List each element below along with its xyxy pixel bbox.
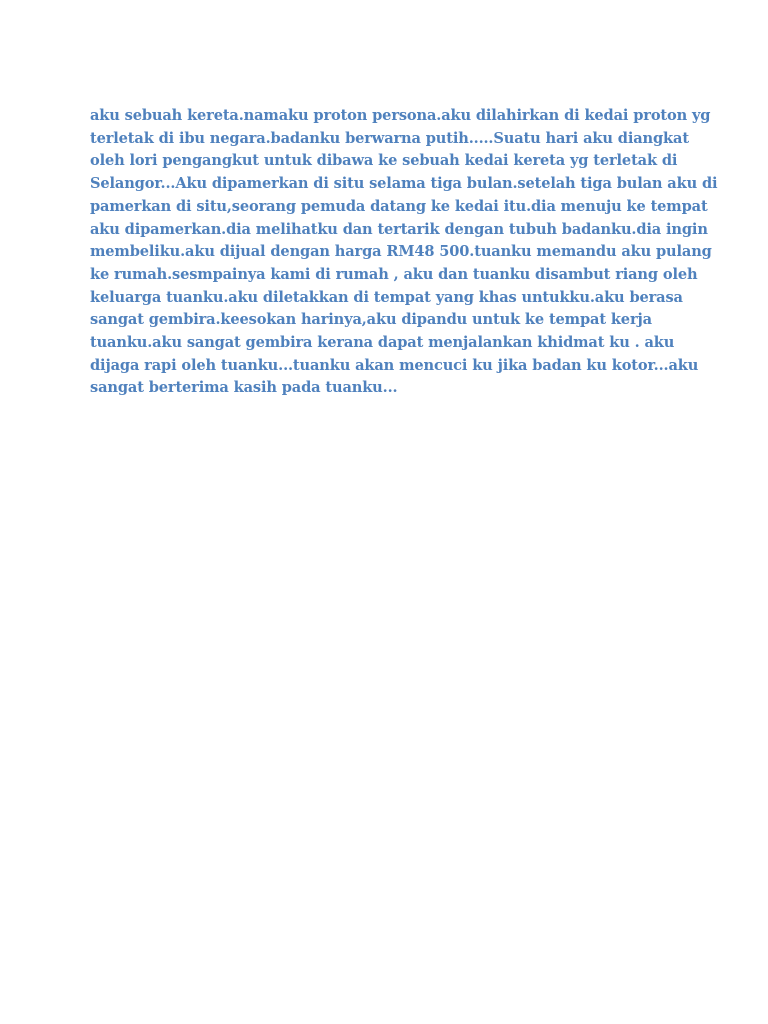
text-line-10: sangat gembira.keesokan harinya,aku dipandu untuk ke tempat kerja (90, 311, 652, 329)
story-paragraph (90, 105, 718, 400)
text-line-12: dijaga rapi oleh tuanku...tuanku akan mencuci ku jika badan ku kotor...aku (90, 356, 699, 374)
text-line-3: oleh lori pengangkut untuk dibawa ke sebuah kedai kereta yg terletak di (90, 152, 678, 170)
text-line-8: ke rumah.sesmpainya kami di rumah , aku dan tuanku disambut riang oleh (90, 265, 698, 283)
text-line-6: aku dipamerkan.dia melihatku dan tertarik dengan tubuh badanku.dia ingin (90, 220, 708, 238)
text-line-4: Selangor...Aku dipamerkan di situ selama tiga bulan.setelah tiga bulan aku di (90, 175, 718, 193)
text-line-1: aku sebuah kereta.namaku proton persona.aku dilahirkan di kedai proton yg (90, 107, 711, 124)
text-line-7: membeliku.aku dijual dengan harga RM48 500.tuanku memandu aku pulang (90, 243, 712, 261)
text-line-11: tuanku.aku sangat gembira kerana dapat menjalankan khidmat ku . aku (90, 334, 675, 352)
text-line-9: keluarga tuanku.aku diletakkan di tempat yang khas untukku.aku berasa (90, 288, 683, 306)
text-line-13: sangat berterima kasih pada tuanku... (90, 379, 398, 397)
text-line-2: terletak di ibu negara.badanku berwarna putih.....Suatu hari aku diangkat (90, 129, 689, 147)
text-line-5: pamerkan di situ,seorang pemuda datang ke kedai itu.dia menuju ke tempat (90, 197, 708, 215)
